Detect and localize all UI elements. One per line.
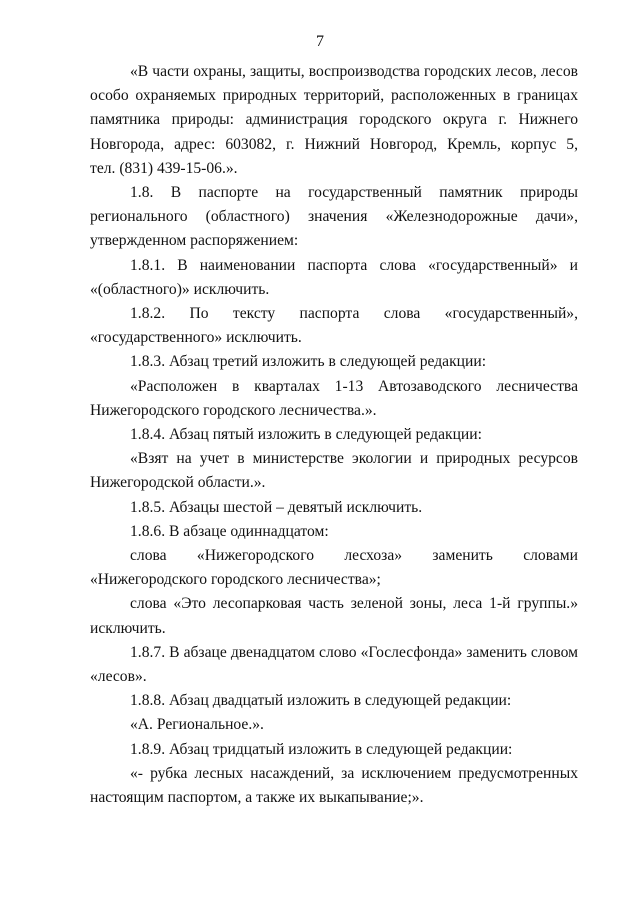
paragraph <box>90 254 578 302</box>
paragraph <box>90 496 578 520</box>
text-line: тел. (831) 439-15-06.». <box>90 159 238 177</box>
paragraph <box>90 447 578 495</box>
text-line: «А. Региональное.». <box>130 716 264 734</box>
text-line: регионального (областного) значения «Железнодорожные дачи», <box>90 208 578 226</box>
document-body <box>90 60 578 810</box>
paragraph <box>90 689 578 713</box>
paragraph <box>90 520 578 544</box>
paragraph <box>90 302 578 350</box>
paragraph <box>90 423 578 447</box>
paragraph <box>90 60 578 181</box>
text-line: утвержденном распоряжением: <box>90 232 299 250</box>
text-line: «- рубка лесных насаждений, за исключением предусмотренных <box>130 764 578 782</box>
text-line: «(областного)» исключить. <box>90 280 270 298</box>
text-line: 1.8.6. В абзаце одиннадцатом: <box>130 522 329 540</box>
paragraph <box>90 544 578 592</box>
text-line: слова «Нижегородского лесхоза» заменить словами <box>130 547 578 565</box>
paragraph <box>90 641 578 689</box>
text-line: исключить. <box>90 619 166 637</box>
paragraph <box>90 375 578 423</box>
text-line: «лесов». <box>90 668 147 686</box>
paragraph <box>90 350 578 374</box>
text-line: 1.8.5. Абзацы шестой – девятый исключить. <box>130 498 423 516</box>
text-line: памятника природы: администрация городского округа г. Нижнего <box>90 111 578 129</box>
text-line: Нижегородской области.». <box>90 474 266 492</box>
text-line: 1.8.1. В наименовании паспорта слова «государственный» и <box>130 256 578 274</box>
text-line: особо охраняемых природных территорий, расположенных в границах <box>90 87 578 105</box>
text-line: 1.8. В паспорте на государственный памятник природы <box>130 184 578 202</box>
paragraph <box>90 181 578 254</box>
text-line: Нижегородского городского лесничества.». <box>90 401 377 419</box>
page-number: 7 <box>316 33 324 50</box>
text-line: «Взят на учет в министерстве экологии и природных ресурсов <box>130 450 578 468</box>
text-line: слова «Это лесопарковая часть зеленой зоны, леса 1-й группы.» <box>130 595 578 613</box>
text-line: «Нижегородского городского лесничества»; <box>90 571 381 589</box>
text-line: «Расположен в кварталах 1-13 Автозаводского лесничества <box>130 377 578 395</box>
text-line: 1.8.2. По тексту паспорта слова «государственный», <box>130 305 578 323</box>
text-line: 1.8.3. Абзац третий изложить в следующей редакции: <box>130 353 487 371</box>
paragraph <box>90 762 578 810</box>
text-line: «В части охраны, защиты, воспроизводства городских лесов, лесов <box>130 63 578 80</box>
paragraph <box>90 713 578 737</box>
text-line: 1.8.7. В абзаце двенадцатом слово «Гослесфонда» заменить словом <box>130 643 578 661</box>
text-line: 1.8.8. Абзац двадцатый изложить в следующей редакции: <box>130 692 512 710</box>
paragraph <box>90 738 578 762</box>
text-line: 1.8.4. Абзац пятый изложить в следующей редакции: <box>130 426 482 444</box>
text-line: «государственного» исключить. <box>90 329 302 347</box>
text-line: 1.8.9. Абзац тридцатый изложить в следующей редакции: <box>130 740 513 758</box>
paragraph <box>90 592 578 640</box>
text-line: настоящим паспортом, а также их выкапывание;». <box>90 789 424 807</box>
text-line: Новгорода, адрес: 603082, г. Нижний Новгород, Кремль, корпус 5, <box>90 135 578 153</box>
